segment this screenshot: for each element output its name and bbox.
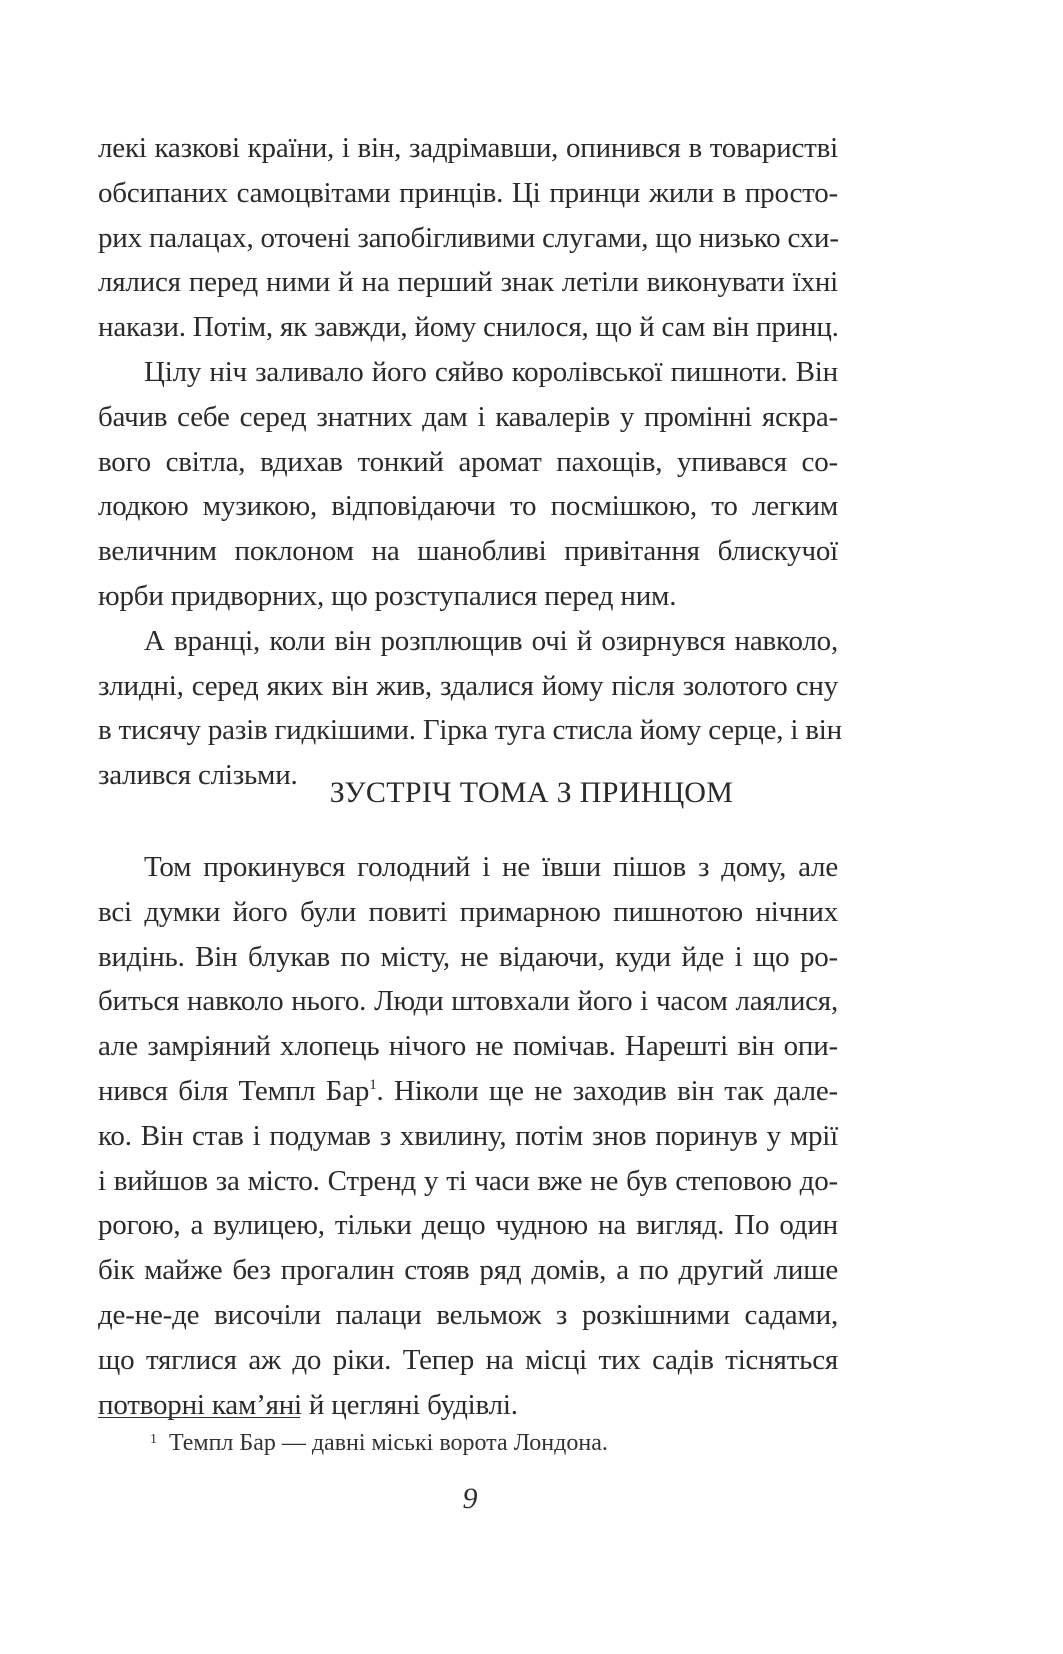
text-line: всі думки його були повиті примарною пишнотою нічних [98, 895, 838, 928]
section-1-text [98, 126, 842, 798]
text-line: А вранці, коли він розплющив очі й озирнувся навколо, [144, 624, 838, 657]
text-line: вого світла, вдихав тонкий аромат пахощів, упивався со- [98, 445, 838, 478]
text-line: лодкою музикою, відповідаючи то посмішкою, то легким [98, 490, 838, 523]
text-line: ко. Він став і подумав з хвилину, потім знов поринув у мрії [98, 1119, 838, 1152]
paragraph [98, 845, 838, 1427]
footnote [150, 1430, 608, 1457]
text-line: де-не-де височіли палаци вельмож з розкішними садами, [98, 1298, 838, 1331]
text-line: юрби придворних, що розступалися перед ним. [98, 579, 677, 612]
paragraph [98, 350, 838, 619]
text-line: видінь. Він блукав по місту, не відаючи, куди йде і що ро- [98, 940, 838, 973]
text-line: але замріяний хлопець нічого не помічав. Нарешті він опи- [98, 1030, 838, 1063]
text-run: . Ніколи ще не заходив він так дале- [376, 1074, 838, 1107]
text-line: величним поклоном на шанобливі привітання блискучої [98, 535, 838, 568]
text-line: бік майже без прогалин стояв ряд домів, а по другий лише [98, 1254, 838, 1287]
text-line: рогою, а вулицею, тільки дещо чудною на вигляд. По один [98, 1209, 838, 1242]
text-line: бачив себе серед знатних дам і кавалерів у промінні яскра- [98, 400, 838, 433]
text-line: лялися перед ними й на перший знак летіли виконувати їхні [98, 266, 838, 299]
section-2-text [98, 845, 838, 1427]
page-number: 9 [462, 1482, 478, 1515]
footnote-mark: 1 [150, 1432, 157, 1447]
text-line: накази. Потім, як завжди, йому снилося, що й сам він принц. [98, 311, 839, 344]
text-line: Том прокинувся голодний і не ївши пішов з дому, але [144, 851, 838, 883]
text-line: Цілу ніч заливало його сяйво королівської пишноти. Він [144, 355, 838, 388]
paragraph [98, 126, 838, 350]
footnote-reference[interactable]: 1 [369, 1076, 377, 1093]
text-line: і вийшов за місто. Стренд у ті часи вже не був степовою до- [98, 1164, 838, 1197]
text-line: потворні кам’яні й цегляні будівлі. [98, 1388, 518, 1421]
footnote-divider [98, 1417, 300, 1418]
text-line: обсипаних самоцвітами принців. Ці принци жили в просто- [98, 176, 838, 209]
text-line: що тяглися аж до ріки. Тепер на місці тих садів тісняться [98, 1343, 838, 1376]
text-line: залився слізьми. [98, 759, 298, 792]
text-line: в тисячу разів гидкішими. Гірка туга стисла йому серце, і він [98, 714, 842, 747]
text-line: лекі казкові країни, і він, задрімавши, опинився в товаристві [98, 132, 838, 164]
footnote-text: Темпл Бар — давні міські ворота Лондона. [169, 1430, 608, 1456]
text-line: биться навколо нього. Люди штовхали його і часом лаялися, [98, 985, 838, 1018]
text-line: рих палацах, оточені запобігливими слугами, що низько схи- [98, 221, 839, 254]
text-run: нився біля Темпл Бар [98, 1074, 370, 1107]
text-line [98, 1069, 838, 1114]
paragraph [98, 619, 842, 798]
chapter-heading: ЗУСТРІЧ ТОМА З ПРИНЦОМ [329, 776, 734, 809]
text-line: злидні, серед яких він жив, здалися йому після золотого сну [98, 669, 838, 702]
